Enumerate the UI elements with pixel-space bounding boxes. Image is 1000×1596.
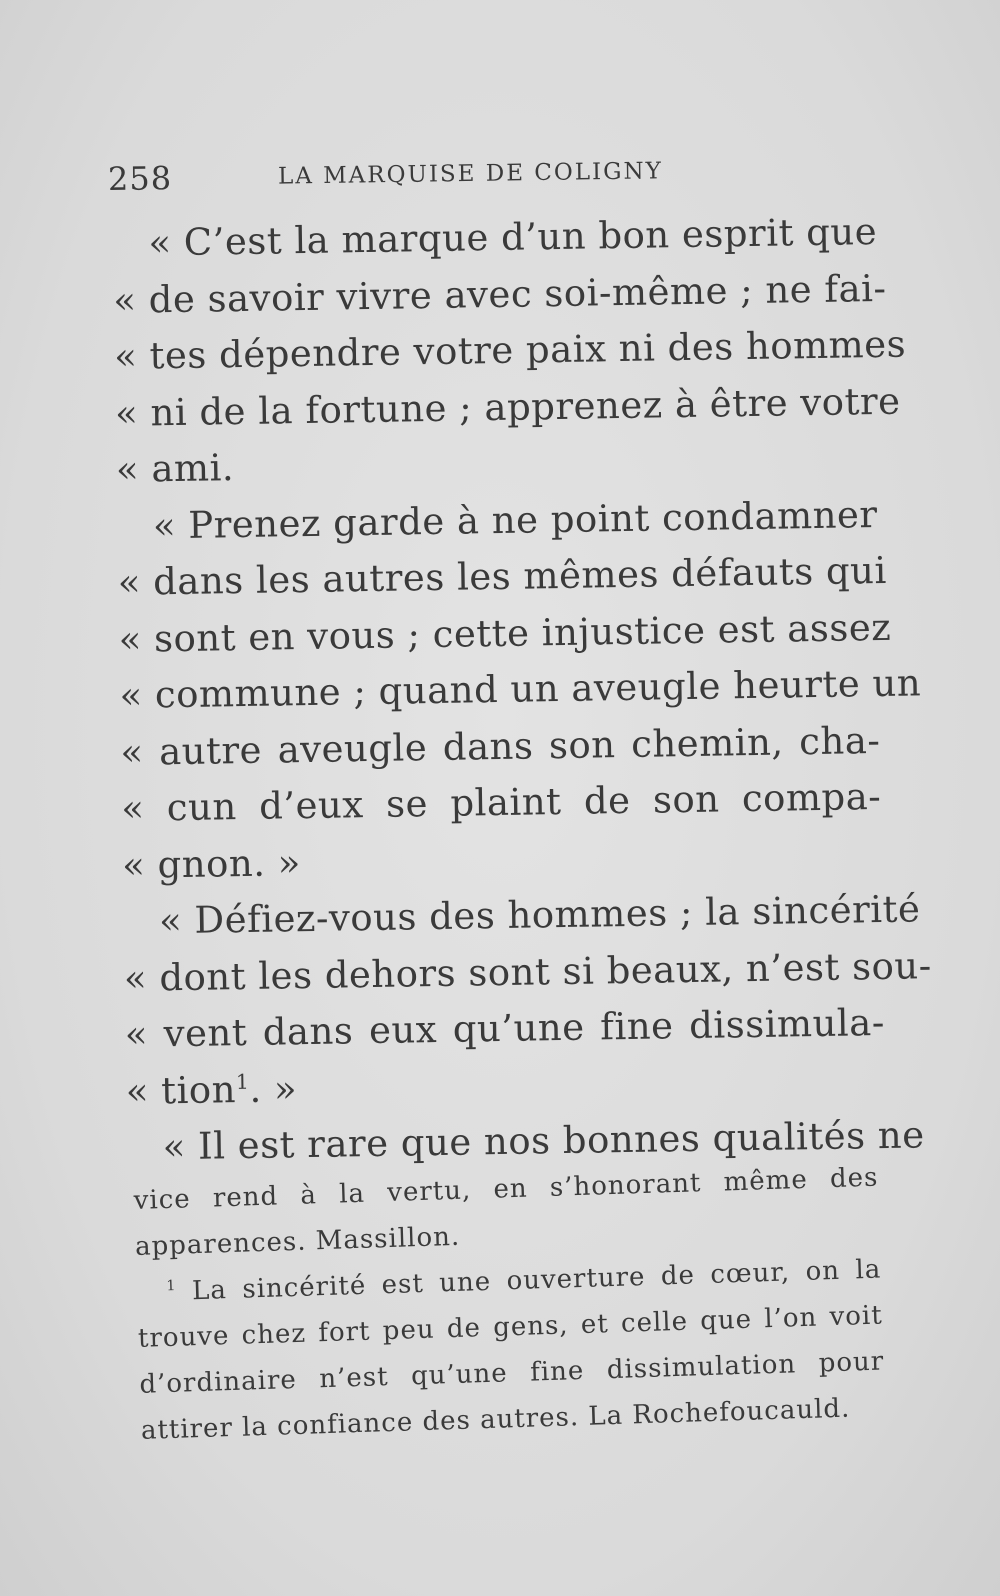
text-line: « tes dépendre votre paix ni des hommes: [113, 322, 907, 378]
text-segment: . »: [249, 1066, 298, 1111]
text-line: « de savoir vivre avec soi-même ; ne fai-: [112, 266, 887, 322]
footnote-marker: 1: [166, 1278, 177, 1295]
text-line: « sont en vous ; cette injustice est assez: [118, 605, 892, 661]
footnote-line: d’ordinaire n’est qu’une fine dissimulation pour: [139, 1346, 885, 1400]
text-line: « Prenez garde à ne point condamner: [152, 492, 878, 547]
text-line: « ni de la fortune ; apprenez à être votre: [114, 379, 901, 435]
footnote-line: vice rend à la vertu, en s’honorant même des: [133, 1162, 879, 1216]
footnote-text: La sincérité est une ouverture de cœur, on la: [191, 1254, 882, 1307]
text-line: « autre aveugle dans son chemin, cha-: [120, 718, 881, 774]
text-line: « Défiez-vous des hommes ; la sincérité: [158, 887, 921, 943]
text-line: « ami.: [115, 446, 235, 491]
text-line: « vent dans eux qu’une fine dissimula-: [124, 1000, 886, 1056]
footnote-line: trouve chez fort peu de gens, et celle que l’on voit: [137, 1300, 884, 1354]
text-line: « dans les autres les mêmes défauts qui: [117, 548, 888, 604]
main-text: [112, 204, 933, 1176]
text-segment: « tion: [125, 1067, 237, 1113]
running-title: LA MARQUISE DE COLIGNY: [277, 158, 664, 190]
page-number: 258: [107, 159, 173, 198]
text-line: « C’est la marque d’un bon esprit que: [148, 209, 878, 265]
page-header: [108, 152, 709, 200]
footnote-reference: 1: [235, 1069, 250, 1094]
text-line: « cun d’eux se plaint de son compa-: [120, 774, 882, 830]
footnote-line: attirer la confiance des autres. La Rochefoucauld.: [140, 1393, 851, 1446]
text-line: « Il est rare que nos bonnes qualités ne: [162, 1113, 925, 1169]
text-line: « gnon. »: [121, 840, 302, 887]
footnotes: [133, 1155, 886, 1454]
footnote-line: apparences. Massillon.: [134, 1221, 461, 1262]
text-line: « dont les dehors sont si beaux, n’est sou-: [123, 943, 933, 1000]
text-line: « commune ; quand un aveugle heurte un: [119, 661, 922, 717]
